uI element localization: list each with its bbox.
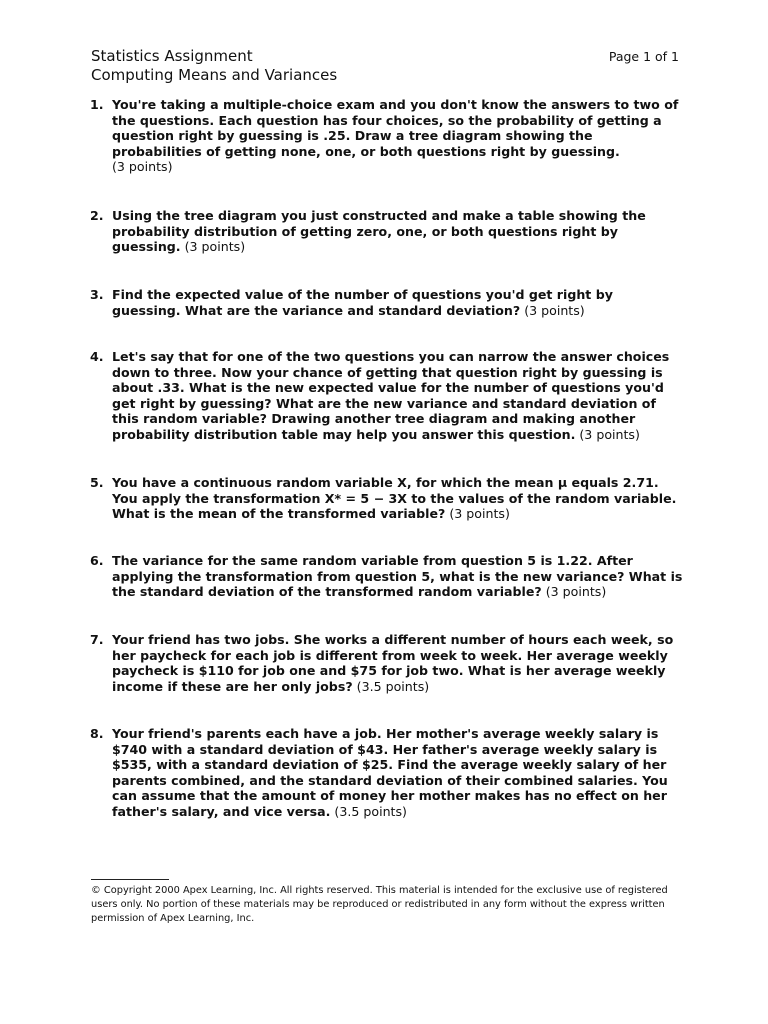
question-text: Your friend's parents each have a job. Her mother's average weekly salary is $740 with a standard deviation of $43. Her father's average weekly salary is $535, with a standard deviation of $25. Find the average weekly salary of her parents combined, and the standard deviation of their combined salaries. You can assume that the amount of money her mother makes has no effect on her father's salary, and vice versa. [112, 726, 668, 819]
question-item [88, 208, 688, 255]
question-points: (3 points) [579, 426, 640, 442]
question-points: (3 points) [545, 584, 607, 600]
question-text: Your friend has two jobs. She works a different number of hours each week, so her paycheck for each job is different from week to week. Her average weekly paycheck is $110 for job one and $75 for job two. What is her average weekly income if these are her only jobs? [112, 632, 674, 694]
question-points: (3.5 points) [356, 678, 430, 694]
copyright-footnote: © Copyright 2000 Apex Learning, Inc. All rights reserved. This material is intended for the exclusive use of registered users only. No portion of these materials may be reproduced or redistributed in any form without the express written permission of Apex Learning, Inc. [91, 885, 668, 925]
question-item [88, 726, 688, 820]
question-points: (3.5 points) [334, 803, 407, 819]
question-number: 2. [90, 208, 104, 223]
question-text: Let's say that for one of the two questions you can narrow the answer choices down to three. Now your chance of getting that question right by guessing is about .33. What is the new expected value for the number of questions you'd get right by guessing? What are the new variance and standard deviation of this random variable? Drawing another tree diagram and making another probability distribution table may help you answer this question. [112, 349, 670, 442]
question-number: 7. [90, 632, 104, 647]
question-number: 8. [90, 726, 104, 741]
question-item [88, 475, 688, 522]
question-points: (3 points) [524, 302, 585, 318]
question-item [88, 349, 688, 443]
question-text: You're taking a multiple-choice exam and you don't know the answers to two of the questions. Each question has four choices, so the probability of getting a question right by guessing is .25. Draw a tree diagram showing the probabilities of getting none, one, or both questions right by guessing. [112, 97, 679, 159]
document-subtitle: Computing Means and Variances [91, 66, 338, 84]
question-text: You have a continuous random variable X, for which the mean μ equals 2.71. You apply the transformation X* = 5 − 3X to the values of the random variable. What is the mean of the transformed variable? [112, 475, 677, 522]
question-item [88, 287, 688, 318]
question-text: The variance for the same random variable from question 5 is 1.22. After applying the transformation from question 5, what is the new variance? What is the standard deviation of the transformed random variable? [112, 553, 683, 600]
question-number: 3. [90, 287, 104, 302]
document-title: Statistics Assignment [91, 47, 253, 65]
question-number: 4. [90, 349, 104, 364]
question-number: 1. [90, 97, 104, 112]
footnote-divider [91, 879, 169, 880]
document-header [91, 47, 681, 87]
question-item [88, 97, 688, 175]
question-points: (3 points) [449, 506, 510, 522]
question-text: Using the tree diagram you just constructed and make a table showing the probability distribution of getting zero, one, or both questions right by guessing. [112, 208, 646, 255]
question-points: (3 points) [112, 159, 173, 175]
question-item [88, 632, 688, 694]
page-number: Page 1 of 1 [608, 49, 679, 64]
question-number: 5. [90, 475, 104, 490]
question-text: Find the expected value of the number of questions you'd get right by guessing. What are the variance and standard deviation? [112, 287, 613, 318]
question-points: (3 points) [184, 239, 246, 255]
question-item [88, 553, 688, 600]
question-number: 6. [90, 553, 104, 568]
